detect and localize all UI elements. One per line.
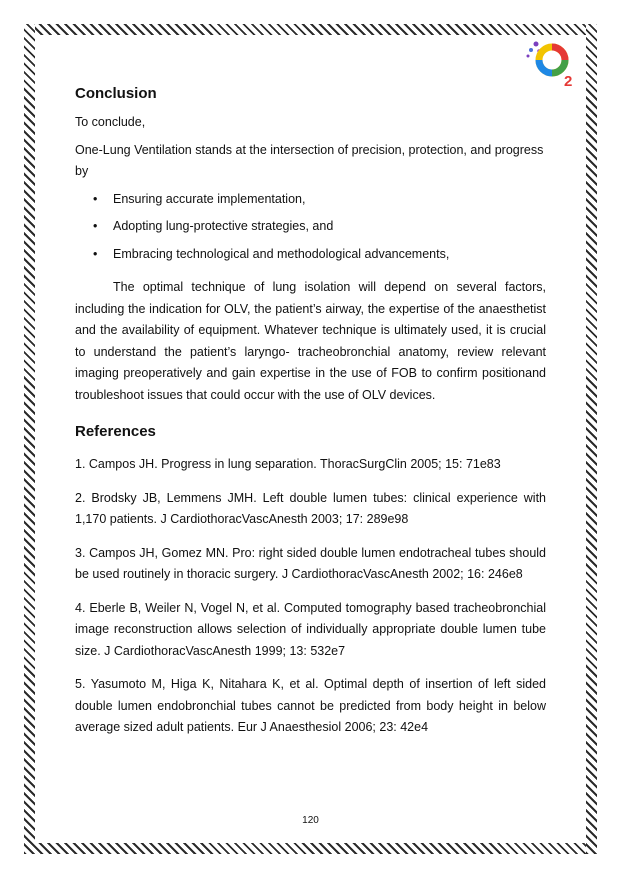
o2-logo: [524, 36, 580, 90]
conclusion-bullet-list: [75, 189, 546, 266]
conclusion-intro: To conclude,: [75, 115, 146, 129]
reference-item: 2. Brodsky JB, Lemmens JMH. Left double lumen tubes: clinical experience with 1,170 patients. J CardiothoracVascAnesth 2003; 17: 289e98: [75, 490, 546, 526]
conclusion-heading: Conclusion: [75, 85, 157, 102]
o2-logo-subscript: 2: [564, 73, 573, 90]
list-item: • Adopting lung-protective strategies, and: [113, 216, 546, 238]
conclusion-paragraph: The optimal technique of lung isolation will depend on several factors, including the indication for OLV, the patient’s airway, the expertise of the anaesthetist and the availability of equipment. Whatever technique is ultimately used, it is crucial to understand the patient’s laryngo- tracheobronchial anatomy, review relevant imaging preoperatively and gain expertise in the use of FOB to confirm positionand troubleshoot issues that could occur with the use of OLV devices.: [75, 280, 546, 402]
list-item: • Embracing technological and methodological advancements,: [113, 244, 546, 266]
reference-item: 4. Eberle B, Weiler N, Vogel N, et al. Computed tomography based tracheobronchial image reconstruction allows selection of individually appropriate double lumen tube size. J CardiothoracVascAnesth 1999; 13: 532e7: [75, 600, 546, 658]
reference-item: 5. Yasumoto M, Higa K, Nitahara K, et al. Optimal depth of insertion of left sided double lumen endobronchial tubes cannot be predicted from body height in below average sized adult patients. Eur J Anaesthesiol 2006; 23: 42e4: [75, 677, 546, 734]
page-number: 120: [302, 815, 319, 826]
reference-item: 3. Campos JH, Gomez MN. Pro: right sided double lumen endotracheal tubes should be used routinely in thoracic surgery. J CardiothoracVascAnesth 2002; 16: 246e8: [75, 545, 546, 581]
page-border-right: [586, 24, 597, 854]
page-border-bottom: [24, 843, 597, 854]
conclusion-lead: One-Lung Ventilation stands at the intersection of precision, protection, and progress by: [75, 142, 544, 178]
reference-item: 1. Campos JH. Progress in lung separation. ThoracSurgClin 2005; 15: 71e83: [75, 457, 501, 471]
page-border-left: [24, 24, 35, 854]
list-item: • Ensuring accurate implementation,: [113, 189, 546, 211]
conclusion-section: [75, 84, 546, 406]
references-section: [75, 422, 546, 739]
page-content: [75, 84, 546, 751]
references-heading: References: [75, 423, 156, 440]
page-border-top: [24, 24, 597, 35]
